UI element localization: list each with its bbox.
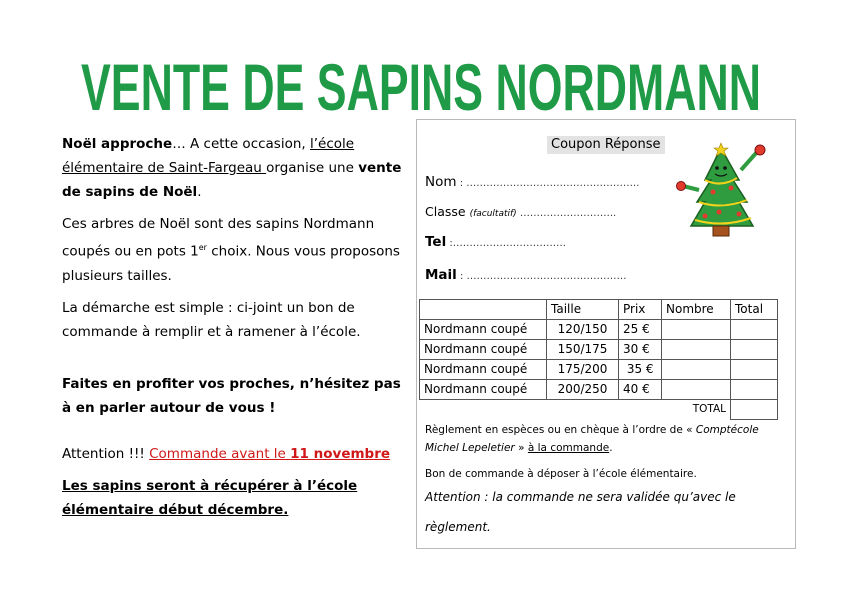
tel-field[interactable]	[425, 234, 566, 250]
intro-organise: organise une	[266, 160, 359, 176]
validation-note-line1: Attention : la commande ne sera validée qu’avec le	[425, 490, 736, 504]
payment-note-end: .	[609, 442, 613, 454]
coupon-form	[416, 119, 796, 549]
row-total-input[interactable]	[731, 340, 778, 360]
intro-paragraph-5	[62, 442, 412, 466]
total-spacer	[619, 400, 662, 420]
deadline-date: 11 novembre	[290, 445, 391, 462]
row-total-input[interactable]	[731, 380, 778, 400]
total-spacer	[547, 400, 619, 420]
intro-sale: vente de sapins de Noël	[62, 160, 402, 200]
intro-noel: Noël approche	[62, 136, 173, 152]
row-nombre-input[interactable]	[662, 360, 731, 380]
row-prix: 35 €	[619, 360, 662, 380]
grand-total-input[interactable]	[731, 400, 778, 420]
total-label: TOTAL	[692, 403, 726, 416]
christmas-tree-icon	[675, 140, 775, 240]
intro-paragraph-4: Faites en profiter vos proches, n’hésitez pas à en parler autour de vous !	[62, 375, 401, 416]
row-taille: 175/200	[547, 360, 619, 380]
intro-period: .	[197, 184, 202, 200]
attention-label: Attention !!!	[62, 445, 150, 462]
intro-trees: Ces arbres de Noël sont des sapins Nordmann coupés ou en pots 1	[62, 216, 375, 260]
header-prix: Prix	[619, 300, 662, 320]
header-taille: Taille	[547, 300, 619, 320]
classe-label: Classe	[425, 204, 466, 219]
header-total: Total	[731, 300, 778, 320]
intro-occasion: … A cette occasion,	[172, 136, 310, 152]
row-name: Nordmann coupé	[420, 380, 547, 400]
nom-field[interactable]	[425, 174, 639, 190]
intro-text	[62, 132, 412, 522]
intro-sizes: choix. Nous vous proposons plusieurs tailles.	[62, 243, 400, 284]
classe-dots: ………………………..	[516, 208, 617, 219]
table-row	[420, 340, 778, 360]
payee-name: Comptécole Michel Lepeletier	[425, 424, 759, 454]
header-nombre: Nombre	[662, 300, 731, 320]
header-empty	[420, 300, 547, 320]
table-header-row	[420, 300, 778, 320]
row-prix: 40 €	[619, 380, 662, 400]
deadline-text: Commande avant le	[149, 445, 291, 462]
mail-label: Mail	[425, 267, 457, 283]
row-total-input[interactable]	[731, 360, 778, 380]
dropoff-note: Bon de commande à déposer à l’école élémentaire.	[425, 468, 697, 480]
row-name: Nordmann coupé	[420, 360, 547, 380]
payment-note-quote: »	[514, 442, 528, 454]
table-row	[420, 320, 778, 340]
validation-note-line2: règlement.	[425, 520, 491, 534]
tel-label: Tel	[425, 234, 447, 250]
classe-field[interactable]	[425, 204, 616, 219]
title-text: VENTE DE SAPINS NORDMANN	[81, 50, 761, 120]
row-nombre-input[interactable]	[662, 340, 731, 360]
row-prix: 25 €	[619, 320, 662, 340]
coupon-heading: Coupon Réponse	[547, 136, 665, 154]
table-row	[420, 360, 778, 380]
payment-note	[425, 421, 787, 457]
intro-paragraph-1	[62, 132, 412, 204]
row-prix: 30 €	[619, 340, 662, 360]
payment-note-start: Règlement en espèces ou en chèque à l’ordre de «	[425, 424, 696, 436]
intro-paragraph-3: La démarche est simple : ci-joint un bon de commande à remplir et à ramener à l’école.	[62, 299, 361, 340]
intro-sup: er	[198, 243, 207, 252]
intro-paragraph-2	[62, 212, 412, 288]
classe-optional: (facultatif)	[469, 209, 517, 219]
payment-timing: à la commande	[527, 442, 610, 454]
poster-title	[76, 48, 766, 120]
mail-field[interactable]	[425, 267, 627, 283]
intro-paragraph-6: Les sapins seront à récupérer à l’école élémentaire début décembre.	[62, 477, 358, 518]
total-spacer	[420, 400, 547, 420]
order-table	[419, 299, 778, 420]
row-taille: 200/250	[547, 380, 619, 400]
table-row	[420, 380, 778, 400]
row-taille: 150/175	[547, 340, 619, 360]
nom-dots: : …………………………………………….	[456, 178, 640, 189]
nom-label: Nom	[425, 174, 457, 190]
total-row	[420, 400, 778, 420]
row-total-input[interactable]	[731, 320, 778, 340]
row-name: Nordmann coupé	[420, 320, 547, 340]
mail-dots: : …………………………………………	[456, 271, 627, 282]
row-taille: 120/150	[547, 320, 619, 340]
row-nombre-input[interactable]	[662, 320, 731, 340]
row-nombre-input[interactable]	[662, 380, 731, 400]
tel-dots: :…………………………….	[446, 238, 566, 249]
intro-school-name: l’école élémentaire de Saint-Fargeau	[62, 136, 355, 176]
row-name: Nordmann coupé	[420, 340, 547, 360]
